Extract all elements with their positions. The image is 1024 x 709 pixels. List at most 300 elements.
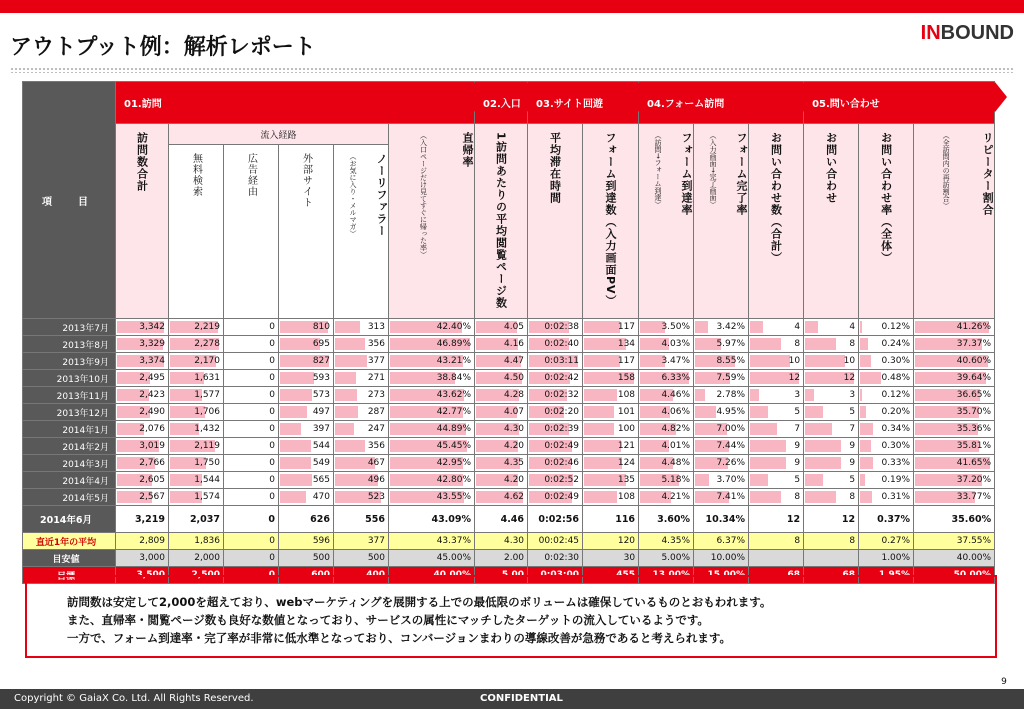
section-label: 01.訪問 — [124, 99, 162, 110]
table-cell — [279, 404, 334, 421]
table-cell — [694, 489, 749, 506]
table-cell — [804, 387, 859, 404]
value-bar — [860, 338, 868, 350]
table-cell — [528, 404, 583, 421]
cell-value: 4.46% — [661, 390, 691, 400]
cell-value: 4.20 — [503, 475, 525, 485]
cell-value: 0 — [268, 570, 275, 580]
table-cell — [169, 370, 224, 387]
cell-value: 10.00% — [710, 553, 746, 563]
section-label: 02.入口 — [483, 99, 521, 110]
cell-value: 467 — [367, 458, 385, 468]
cell-value: 0:02:52 — [544, 475, 580, 485]
table-cell — [639, 336, 694, 353]
cell-value: 4.30 — [503, 424, 525, 434]
cell-value: 0.48% — [881, 373, 911, 383]
row-label: 2013年11月 — [23, 387, 116, 404]
table-row — [23, 506, 995, 533]
table-cell — [224, 319, 279, 336]
column-header-sub: （お気に入り・メルマガ） — [349, 153, 357, 238]
table-row — [23, 472, 995, 489]
table-cell — [389, 550, 475, 567]
cell-value: 2,490 — [139, 407, 165, 417]
cell-value: 0:02:49 — [544, 441, 580, 451]
table-cell — [749, 404, 804, 421]
table-cell — [528, 421, 583, 438]
cell-value: 0.31% — [881, 492, 911, 502]
value-bar — [280, 372, 314, 384]
table-cell — [334, 438, 389, 455]
cell-value: 41.65% — [956, 458, 992, 468]
table-cell — [169, 455, 224, 472]
cell-value: 1,432 — [194, 424, 220, 434]
row-label: 直近1年の平均 — [23, 533, 116, 550]
cell-value: 4.62 — [503, 492, 525, 502]
column-header — [224, 145, 279, 319]
column-header-main: 外部サイト — [300, 153, 312, 209]
cell-value: 2,000 — [194, 553, 220, 563]
table-row — [23, 421, 995, 438]
cell-value: 8 — [794, 536, 801, 546]
table-cell — [279, 336, 334, 353]
table-row — [23, 533, 995, 550]
value-bar — [584, 457, 622, 469]
column-header — [389, 124, 475, 319]
cell-value: 695 — [312, 339, 330, 349]
cell-value: 0:02:32 — [544, 390, 580, 400]
table-cell — [334, 404, 389, 421]
section-header — [528, 82, 639, 124]
table-cell — [116, 455, 169, 472]
cell-value: 4.35% — [661, 536, 691, 546]
cell-value: 38.84% — [436, 373, 472, 383]
cell-value: 8 — [794, 339, 801, 349]
cell-value: 35.36% — [956, 424, 992, 434]
value-bar — [805, 338, 836, 350]
cell-value: 4.95% — [716, 407, 746, 417]
cell-value: 7.26% — [716, 458, 746, 468]
table-cell — [804, 489, 859, 506]
table-cell — [914, 421, 995, 438]
value-bar — [695, 474, 709, 486]
table-cell — [224, 489, 279, 506]
cell-value: 4.21% — [661, 492, 691, 502]
table-row — [23, 370, 995, 387]
section-arrow — [638, 82, 650, 112]
table-cell — [389, 455, 475, 472]
column-header — [694, 124, 749, 319]
table-cell — [389, 506, 475, 533]
cell-value: 108 — [617, 492, 636, 502]
cell-value: 3,342 — [139, 322, 165, 332]
cell-value: 0 — [269, 441, 275, 451]
table-cell — [389, 438, 475, 455]
value-bar — [335, 338, 365, 350]
cell-value: 5.00 — [501, 570, 525, 580]
table-cell — [116, 370, 169, 387]
table-cell — [389, 472, 475, 489]
table-cell — [914, 455, 995, 472]
cell-value: 10 — [843, 356, 856, 366]
cell-value: 8 — [849, 492, 856, 502]
cell-value: 470 — [312, 492, 330, 502]
cell-value: 68 — [787, 570, 801, 580]
value-bar — [750, 423, 776, 435]
table-cell — [116, 438, 169, 455]
cell-value: 556 — [365, 513, 385, 525]
value-bar — [335, 321, 360, 333]
cell-value: 116 — [615, 513, 636, 525]
cell-value: 3,374 — [139, 356, 165, 366]
table-cell — [224, 387, 279, 404]
table-cell — [914, 533, 995, 550]
value-bar — [584, 389, 617, 401]
cell-value: 0.34% — [881, 424, 911, 434]
cell-value: 0 — [269, 322, 275, 332]
table-cell — [528, 370, 583, 387]
column-header — [749, 124, 804, 319]
cell-value: 7 — [849, 424, 856, 434]
table-cell — [859, 353, 914, 370]
cell-value: 68 — [842, 570, 856, 580]
cell-value: 37.20% — [956, 475, 992, 485]
table-cell — [334, 421, 389, 438]
cell-value: 573 — [312, 390, 330, 400]
table-cell — [749, 533, 804, 550]
table-cell — [914, 472, 995, 489]
row-label: 2014年4月 — [23, 472, 116, 489]
table-cell — [279, 438, 334, 455]
table-cell — [583, 472, 639, 489]
cell-value: 4.48% — [661, 458, 691, 468]
table-cell — [583, 489, 639, 506]
inflow-route-header: 流入経路 — [169, 124, 389, 145]
table-cell — [914, 550, 995, 567]
cell-value: 247 — [367, 424, 385, 434]
table-cell — [859, 370, 914, 387]
cell-value: 10 — [788, 356, 801, 366]
table-cell — [334, 472, 389, 489]
value-bar — [860, 406, 866, 418]
cell-value: 3,000 — [139, 553, 165, 563]
table-cell — [804, 550, 859, 567]
table-cell — [475, 421, 528, 438]
table-cell — [804, 319, 859, 336]
column-header-text — [583, 124, 638, 307]
cell-value: 0 — [269, 373, 275, 383]
cell-value: 3.47% — [661, 356, 691, 366]
column-header-main: 1訪問あたりの平均閲覧ページ数 — [494, 132, 508, 309]
table-cell — [639, 472, 694, 489]
table-cell — [749, 319, 804, 336]
table-cell — [639, 370, 694, 387]
table-cell — [749, 370, 804, 387]
cell-value: 100 — [617, 424, 636, 434]
cell-value: 3,329 — [139, 339, 165, 349]
cell-value: 4 — [849, 322, 856, 332]
value-bar — [335, 406, 358, 418]
cell-value: 3,500 — [136, 570, 165, 580]
table-cell — [389, 533, 475, 550]
table-cell — [694, 353, 749, 370]
section-label: 06.再訪 — [1003, 82, 1021, 123]
cell-value: 1,706 — [194, 407, 220, 417]
cell-value: 377 — [367, 536, 385, 546]
table-cell — [169, 387, 224, 404]
cell-value: 4.20 — [503, 441, 525, 451]
value-bar — [750, 389, 759, 401]
table-cell — [583, 550, 639, 567]
table-cell — [528, 455, 583, 472]
table-cell — [389, 404, 475, 421]
cell-value: 108 — [617, 390, 636, 400]
cell-value: 9 — [849, 441, 856, 451]
table-cell — [279, 455, 334, 472]
table-cell — [749, 353, 804, 370]
table-cell — [334, 370, 389, 387]
cell-value: 565 — [312, 475, 330, 485]
cell-value: 12 — [788, 373, 801, 383]
column-header-text — [914, 124, 994, 216]
table-cell — [804, 506, 859, 533]
table-cell — [528, 550, 583, 567]
table-cell — [528, 506, 583, 533]
value-bar — [280, 440, 311, 452]
cell-value: 0:03:00 — [540, 570, 580, 580]
table-cell — [804, 455, 859, 472]
cell-value: 271 — [367, 373, 385, 383]
value-bar — [750, 440, 786, 452]
cell-value: 124 — [617, 458, 636, 468]
cell-value: 30 — [623, 553, 636, 563]
cell-value: 6.33% — [661, 373, 691, 383]
value-bar — [750, 338, 781, 350]
cell-value: 496 — [367, 475, 385, 485]
table-cell — [639, 533, 694, 550]
table-cell — [749, 387, 804, 404]
cell-value: 35.81% — [956, 441, 992, 451]
value-bar — [805, 406, 823, 418]
column-header-main: お問い合わせ率（全体） — [879, 132, 893, 264]
value-bar — [584, 491, 617, 503]
value-bar — [750, 474, 768, 486]
value-bar — [805, 491, 836, 503]
row-label: 2014年3月 — [23, 455, 116, 472]
table-cell — [169, 550, 224, 567]
cell-value: 0 — [269, 492, 275, 502]
cell-value: 40.60% — [956, 356, 992, 366]
table-cell — [804, 533, 859, 550]
cell-value: 3 — [849, 390, 856, 400]
table-cell — [639, 404, 694, 421]
cell-value: 2,500 — [191, 570, 220, 580]
table-cell — [475, 353, 528, 370]
value-bar — [860, 491, 872, 503]
cell-value: 0.12% — [881, 390, 911, 400]
cell-value: 4.03% — [661, 339, 691, 349]
table-cell — [914, 489, 995, 506]
column-header — [116, 124, 169, 319]
cell-value: 0:02:39 — [544, 424, 580, 434]
cell-value: 8 — [794, 492, 801, 502]
table-cell — [224, 438, 279, 455]
cell-value: 4.47 — [503, 356, 525, 366]
table-cell — [859, 489, 914, 506]
cell-value: 2,037 — [189, 513, 220, 525]
cell-value: 2,495 — [139, 373, 165, 383]
table-cell — [804, 438, 859, 455]
table-row — [23, 550, 995, 567]
table-cell — [583, 506, 639, 533]
table-cell — [224, 336, 279, 353]
table-cell — [804, 421, 859, 438]
table-cell — [694, 472, 749, 489]
table-cell — [279, 319, 334, 336]
table-cell — [694, 387, 749, 404]
cell-value: 2,278 — [194, 339, 220, 349]
table-cell — [169, 336, 224, 353]
cell-value: 626 — [310, 513, 330, 525]
table-cell — [583, 387, 639, 404]
table-cell — [639, 421, 694, 438]
cell-value: 10.34% — [705, 513, 746, 525]
row-label: 2013年12月 — [23, 404, 116, 421]
table-cell — [279, 421, 334, 438]
row-label: 2014年2月 — [23, 438, 116, 455]
top-red-bar — [0, 0, 1024, 13]
table-cell — [116, 404, 169, 421]
table-cell — [334, 533, 389, 550]
row-label: 2014年6月 — [23, 506, 116, 533]
cell-value: 39.64% — [956, 373, 992, 383]
cell-value: 36.65% — [956, 390, 992, 400]
table-cell — [528, 472, 583, 489]
table-cell — [116, 353, 169, 370]
table-cell — [116, 336, 169, 353]
cell-value: 6.37% — [716, 536, 746, 546]
cell-value: 42.40% — [436, 322, 472, 332]
section-arrow — [527, 82, 539, 112]
cell-value: 121 — [617, 441, 636, 451]
cell-value: 43.21% — [436, 356, 472, 366]
dotted-divider — [10, 67, 1014, 73]
cell-value: 40.00% — [433, 570, 472, 580]
cell-value: 4.06% — [661, 407, 691, 417]
row-label: 2014年5月 — [23, 489, 116, 506]
table-cell — [169, 421, 224, 438]
cell-value: 0:02:56 — [538, 513, 580, 525]
cell-value: 2,076 — [139, 424, 165, 434]
cell-value: 7.44% — [716, 441, 746, 451]
table-cell — [279, 387, 334, 404]
table-cell — [694, 455, 749, 472]
value-bar — [805, 457, 841, 469]
cell-value: 4.07 — [503, 407, 525, 417]
table-cell — [528, 353, 583, 370]
table-cell — [224, 550, 279, 567]
table-cell — [224, 370, 279, 387]
page-number: 9 — [992, 672, 1016, 692]
cell-value: 5 — [849, 407, 856, 417]
table-cell — [749, 550, 804, 567]
table-cell — [583, 336, 639, 353]
table-cell — [475, 404, 528, 421]
cell-value: 4.35 — [503, 458, 525, 468]
cell-value: 42.80% — [436, 475, 472, 485]
table-cell — [639, 387, 694, 404]
cell-value: 3.50% — [661, 322, 691, 332]
cell-value: 44.89% — [436, 424, 472, 434]
value-bar — [860, 474, 865, 486]
cell-value: 5.97% — [716, 339, 746, 349]
table-cell — [749, 489, 804, 506]
table-cell — [914, 336, 995, 353]
row-label: 2013年9月 — [23, 353, 116, 370]
column-header — [279, 145, 334, 319]
comment-line-1: 訪問数は安定して2,000を超えており、webマーケティングを展開する上での最低限のボリュームは確保しているものとおもわれます。 — [67, 595, 772, 609]
cell-value: 12 — [841, 513, 856, 525]
table-cell — [804, 404, 859, 421]
cell-value: 2,605 — [139, 475, 165, 485]
cell-value: 0.24% — [881, 339, 911, 349]
cell-value: 0 — [269, 458, 275, 468]
column-header — [334, 145, 389, 319]
table-cell — [169, 404, 224, 421]
column-header-sub: （全訪問内の再訪割合） — [942, 132, 951, 209]
value-bar — [584, 440, 621, 452]
column-header — [639, 124, 694, 319]
table-cell — [169, 472, 224, 489]
cell-value: 0 — [269, 424, 275, 434]
cell-value: 5.18% — [661, 475, 691, 485]
cell-value: 43.37% — [436, 536, 472, 546]
table-cell — [224, 353, 279, 370]
value-bar — [335, 440, 365, 452]
cell-value: 2,766 — [139, 458, 165, 468]
cell-value: 37.37% — [956, 339, 992, 349]
cell-value: 35.70% — [956, 407, 992, 417]
table-row — [23, 455, 995, 472]
cell-value: 0 — [269, 475, 275, 485]
cell-value: 0.30% — [881, 441, 911, 451]
column-header-main: 訪問数合計 — [135, 132, 149, 192]
value-bar — [750, 355, 790, 367]
cell-value: 41.26% — [956, 322, 992, 332]
cell-value: 0.20% — [881, 407, 911, 417]
cell-value: 9 — [794, 441, 801, 451]
table-row — [23, 353, 995, 370]
table-cell — [639, 353, 694, 370]
row-label: 2013年7月 — [23, 319, 116, 336]
cell-value: 8 — [849, 536, 856, 546]
table-row — [23, 489, 995, 506]
inbound-logo: INBOUND — [920, 22, 1014, 44]
table-cell — [528, 438, 583, 455]
cell-value: 120 — [617, 536, 636, 546]
cell-value: 45.45% — [436, 441, 472, 451]
value-bar — [805, 355, 845, 367]
value-bar — [280, 406, 307, 418]
column-header-text — [475, 124, 527, 309]
table-cell — [475, 455, 528, 472]
column-header — [475, 124, 528, 319]
table-cell — [116, 472, 169, 489]
table-cell — [694, 550, 749, 567]
table-cell — [116, 533, 169, 550]
cell-value: 0 — [269, 339, 275, 349]
cell-value: 600 — [311, 570, 330, 580]
cell-value: 42.95% — [436, 458, 472, 468]
